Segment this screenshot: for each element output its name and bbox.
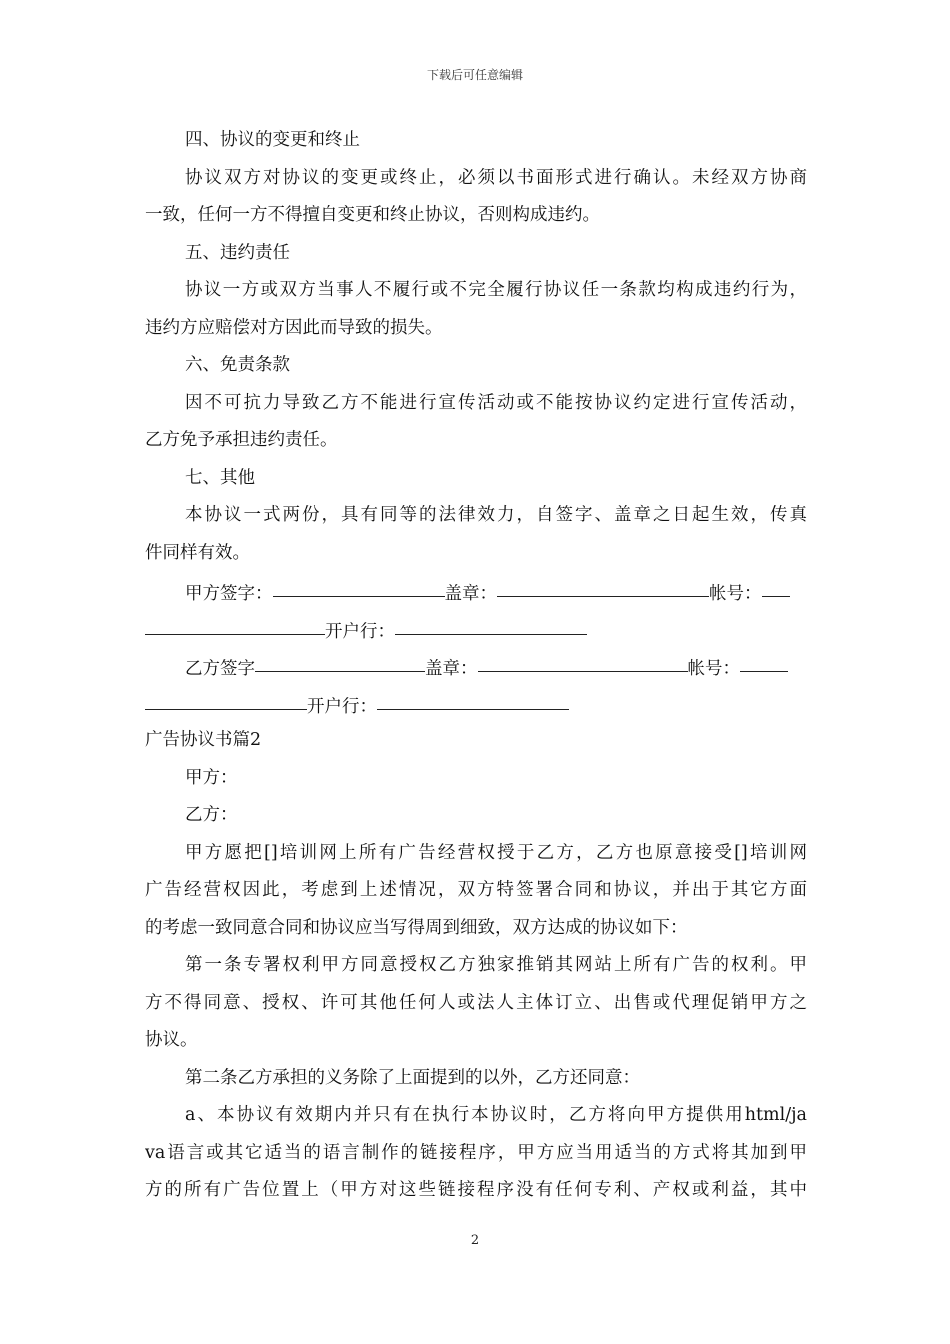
party-a-bank-blank[interactable] xyxy=(395,610,587,635)
party-a-bank-line xyxy=(145,610,807,648)
paragraph-line: 一致，任何一方不得擅自变更和终止协议，否则构成违约。 xyxy=(145,205,600,225)
party-a-line: 甲方： xyxy=(185,767,238,788)
party-a-account-blank-cont[interactable] xyxy=(145,610,325,635)
party-b-bank-label: 开户行： xyxy=(307,696,377,717)
paragraph-line: 乙方免予承担违约责任。 xyxy=(145,430,338,450)
paragraph-line: 方不得同意、授权、许可其他任何人或法人主体订立、出售或代理促销甲方之 xyxy=(145,992,807,1013)
paragraph-line: 协议一方或双方当事人不履行或不完全履行协议任一条款均构成违约行为， xyxy=(185,280,807,300)
page-header: 下载后可任意编辑 xyxy=(426,68,523,82)
paragraph-line: 协议。 xyxy=(145,1030,198,1050)
paragraph-line: 协议双方对协议的变更或终止，必须以书面形式进行确认。未经双方协商 xyxy=(185,167,807,188)
party-a-account-label: 帐号： xyxy=(709,584,762,604)
paragraph-line: 第二条乙方承担的义务除了上面提到的以外，乙方还同意： xyxy=(185,1067,640,1088)
paragraph-line: 甲方愿把[]培训网上所有广告经营权授于乙方，乙方也原意接受[]培训网 xyxy=(185,842,807,863)
party-b-bank-line xyxy=(145,685,807,723)
party-b-seal-blank[interactable] xyxy=(478,647,688,672)
party-b-sign-label: 乙方签字 xyxy=(185,659,255,679)
paragraph-line: 的考虑一致同意合同和协议应当写得周到细致，双方达成的协议如下： xyxy=(145,917,688,938)
paragraph-line: 违约方应赔偿对方因此而导致的损失。 xyxy=(145,317,443,338)
party-a-signature-line xyxy=(145,572,807,610)
section-heading: 四、协议的变更和终止 xyxy=(185,130,360,150)
paragraph-line: 件同样有效。 xyxy=(145,542,250,563)
page-number: 2 xyxy=(470,1233,480,1248)
section-heading: 六、免责条款 xyxy=(185,355,290,375)
section-heading: 五、违约责任 xyxy=(185,242,290,263)
paragraph-line: 广告经营权因此，考虑到上述情况，双方特签署合同和协议，并出于其它方面 xyxy=(145,880,807,900)
party-b-signature-line xyxy=(145,647,807,685)
party-b-seal-label: 盖章： xyxy=(425,659,478,679)
paragraph-line: va语言或其它适当的语言制作的链接程序，甲方应当用适当的方式将其加到甲 xyxy=(145,1142,807,1163)
party-a-account-blank[interactable] xyxy=(762,572,790,597)
paragraph-line: 第一条专署权利甲方同意授权乙方独家推销其网站上所有广告的权利。甲 xyxy=(185,955,807,975)
party-b-line: 乙方： xyxy=(185,805,238,825)
party-b-account-label: 帐号： xyxy=(687,659,740,679)
party-b-account-blank-cont[interactable] xyxy=(145,685,307,710)
party-a-sign-label: 甲方签字： xyxy=(185,584,273,604)
paragraph-line: 方的所有广告位置上（甲方对这些链接程序没有任何专利、产权或利益，其中 xyxy=(145,1180,807,1200)
party-b-sign-blank[interactable] xyxy=(255,647,425,672)
party-b-bank-blank[interactable] xyxy=(377,685,569,710)
section-title: 广告协议书篇2 xyxy=(145,730,262,750)
party-a-seal-blank[interactable] xyxy=(497,572,709,597)
party-a-bank-label: 开户行： xyxy=(325,621,395,642)
paragraph-line: 本协议一式两份，具有同等的法律效力，自签字、盖章之日起生效，传真 xyxy=(185,505,807,525)
party-b-account-blank[interactable] xyxy=(740,647,788,672)
paragraph-line: 因不可抗力导致乙方不能进行宣传活动或不能按协议约定进行宣传活动， xyxy=(185,392,807,413)
section-heading: 七、其他 xyxy=(185,467,255,488)
party-a-sign-blank[interactable] xyxy=(273,572,445,597)
party-a-seal-label: 盖章： xyxy=(444,584,497,604)
document-body xyxy=(145,122,807,1210)
paragraph-line: a、本协议有效期内并只有在执行本协议时，乙方将向甲方提供用html/ja xyxy=(185,1105,807,1125)
